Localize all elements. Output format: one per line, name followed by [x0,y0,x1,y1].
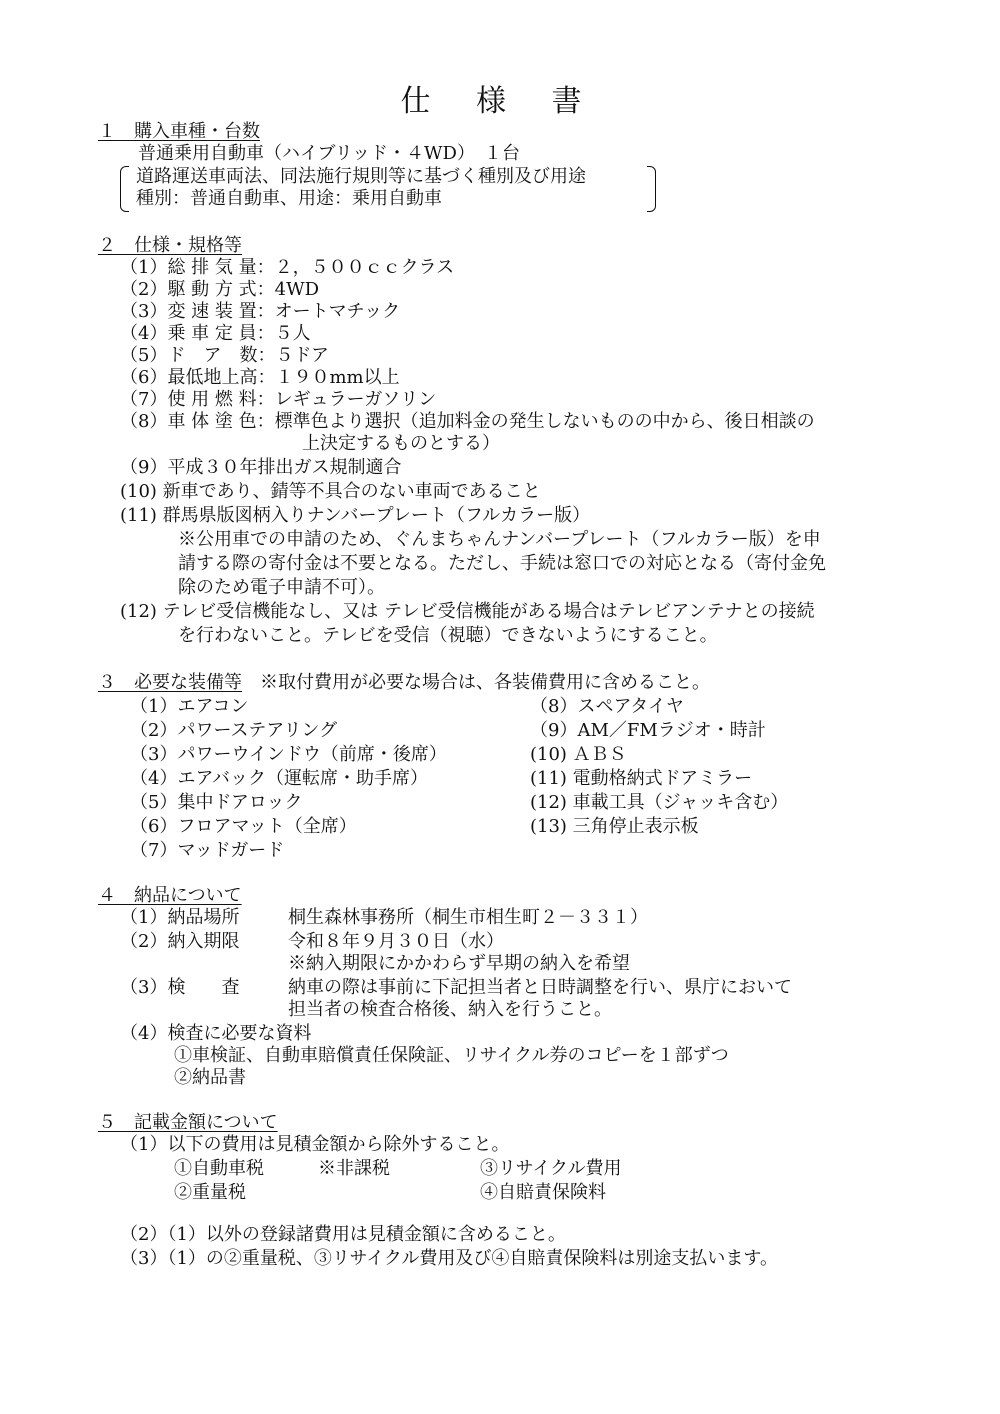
delivery-place-value: 桐生森林事務所（桐生市相生町２－３３１） [288,907,648,928]
amount-item: （3）（1）の②重量税、③リサイクル費用及び④自賠責保険料は別途支払います。 [120,1248,778,1269]
bracket-right [647,166,656,212]
spec-item: （7）使 用 燃 料：レギュラーガソリン [120,389,437,410]
spec-item: （9）平成３０年排出ガス規制適合 [120,457,402,478]
equipment-item: （5）集中ドアロック [130,792,303,813]
delivery-deadline-note: ※納入期限にかかわらず早期の納入を希望 [288,953,630,974]
spec-item: （8）車 体 塗 色：標準色より選択（追加料金の発生しないものの中から、後日相談の [120,411,815,432]
inspection-label: （3）検 査 [120,977,240,998]
inspection-docs-label: （4）検査に必要な資料 [120,1023,312,1044]
vehicle-type-text: 普通乗用自動車（ハイブリッド・４WD） １台 [138,143,520,164]
section-5-heading: ５ 記載金額について [98,1112,278,1133]
excluded-cost: ①自動車税 [174,1158,264,1179]
inspection-doc-item: ①車検証、自動車賠償責任保険証、リサイクル券のコピーを１部ずつ [174,1045,729,1066]
equipment-item: (11) 電動格納式ドアミラー [530,768,753,789]
spec-item: (11) 群馬県版図柄入りナンバープレート（フルカラー版） [120,505,591,526]
spec-item-note: 除のため電子申請不可）。 [178,577,385,598]
equipment-item: （3）パワーウインドウ（前席・後席） [130,744,447,765]
equipment-item: (13) 三角停止表示板 [530,816,699,837]
excluded-cost: ④自賠責保険料 [480,1182,606,1203]
spec-item-note: ※公用車での申請のため、ぐんまちゃんナンバープレート（フルカラー版）を申 [178,529,821,550]
excluded-cost: ③リサイクル費用 [480,1158,622,1179]
section-3-note: ※取付費用が必要な場合は、各装備費用に含めること。 [260,672,710,693]
spec-item: (12) テレビ受信機能なし、又は テレビ受信機能がある場合はテレビアンテナとの接続 [120,601,815,622]
excluded-cost: ②重量税 [174,1182,246,1203]
document-title: 仕 様 書 [400,84,600,119]
section-4-heading: ４ 納品について [98,885,242,906]
equipment-item: （8）スペアタイヤ [530,696,684,717]
section-3-heading: ３ 必要な装備等 [98,672,242,693]
section-1-heading: １ 購入車種・台数 [98,121,260,142]
spec-item: （4）乗 車 定 員：５人 [120,323,311,344]
legal-note-line-1: 道路運送車両法、同法施行規則等に基づく種別及び用途 [136,166,586,187]
equipment-item: （7）マッドガード [130,840,285,861]
equipment-item: （1）エアコン [130,696,249,717]
amount-item: （1）以下の費用は見積金額から除外すること。 [120,1134,510,1155]
spec-item: （1）総 排 気 量：２，５００ｃｃクラス [120,257,455,278]
spec-item-continuation: 上決定するものとする） [302,433,500,454]
excluded-cost-note: ※非課税 [318,1158,390,1179]
spec-item: （3）変 速 装 置：オートマチック [120,301,401,322]
spec-item: (10) 新車であり、錆等不具合のない車両であること [120,481,541,502]
spec-item: （6）最低地上高：１９０mm以上 [120,367,400,388]
spec-item-note: 請する際の寄付金は不要となる。ただし、手続は窓口での対応となる（寄付金免 [178,553,826,574]
delivery-deadline-label: （2）納入期限 [120,931,240,952]
legal-note-line-2: 種別：普通自動車、用途：乗用自動車 [136,188,442,209]
spec-item-continuation: を行わないこと。テレビを受信（視聴）できないようにすること。 [178,625,718,646]
equipment-item: （6）フロアマット（全席） [130,816,357,837]
section-2-heading: ２ 仕様・規格等 [98,235,242,256]
equipment-item: （2）パワーステアリング [130,720,338,741]
equipment-item: （4）エアバック（運転席・助手席） [130,768,429,789]
inspection-doc-item: ②納品書 [174,1067,246,1088]
inspection-text-line-2: 担当者の検査合格後、納入を行うこと。 [288,999,612,1020]
spec-item: （5）ド ア 数：５ドア [120,345,329,366]
delivery-place-label: （1）納品場所 [120,907,240,928]
bracket-left [120,166,129,212]
equipment-item: (12) 車載工具（ジャッキ含む） [530,792,789,813]
delivery-deadline-value: 令和８年９月３０日（水） [288,931,504,952]
inspection-text-line-1: 納車の際は事前に下記担当者と日時調整を行い、県庁において [288,977,792,998]
equipment-item: (10) ＡＢＳ [530,744,627,765]
equipment-item: （9）AM／FMラジオ・時計 [530,720,766,741]
spec-item: （2）駆 動 方 式：4WD [120,279,320,300]
amount-item: （2）（1）以外の登録諸費用は見積金額に含めること。 [120,1224,566,1245]
